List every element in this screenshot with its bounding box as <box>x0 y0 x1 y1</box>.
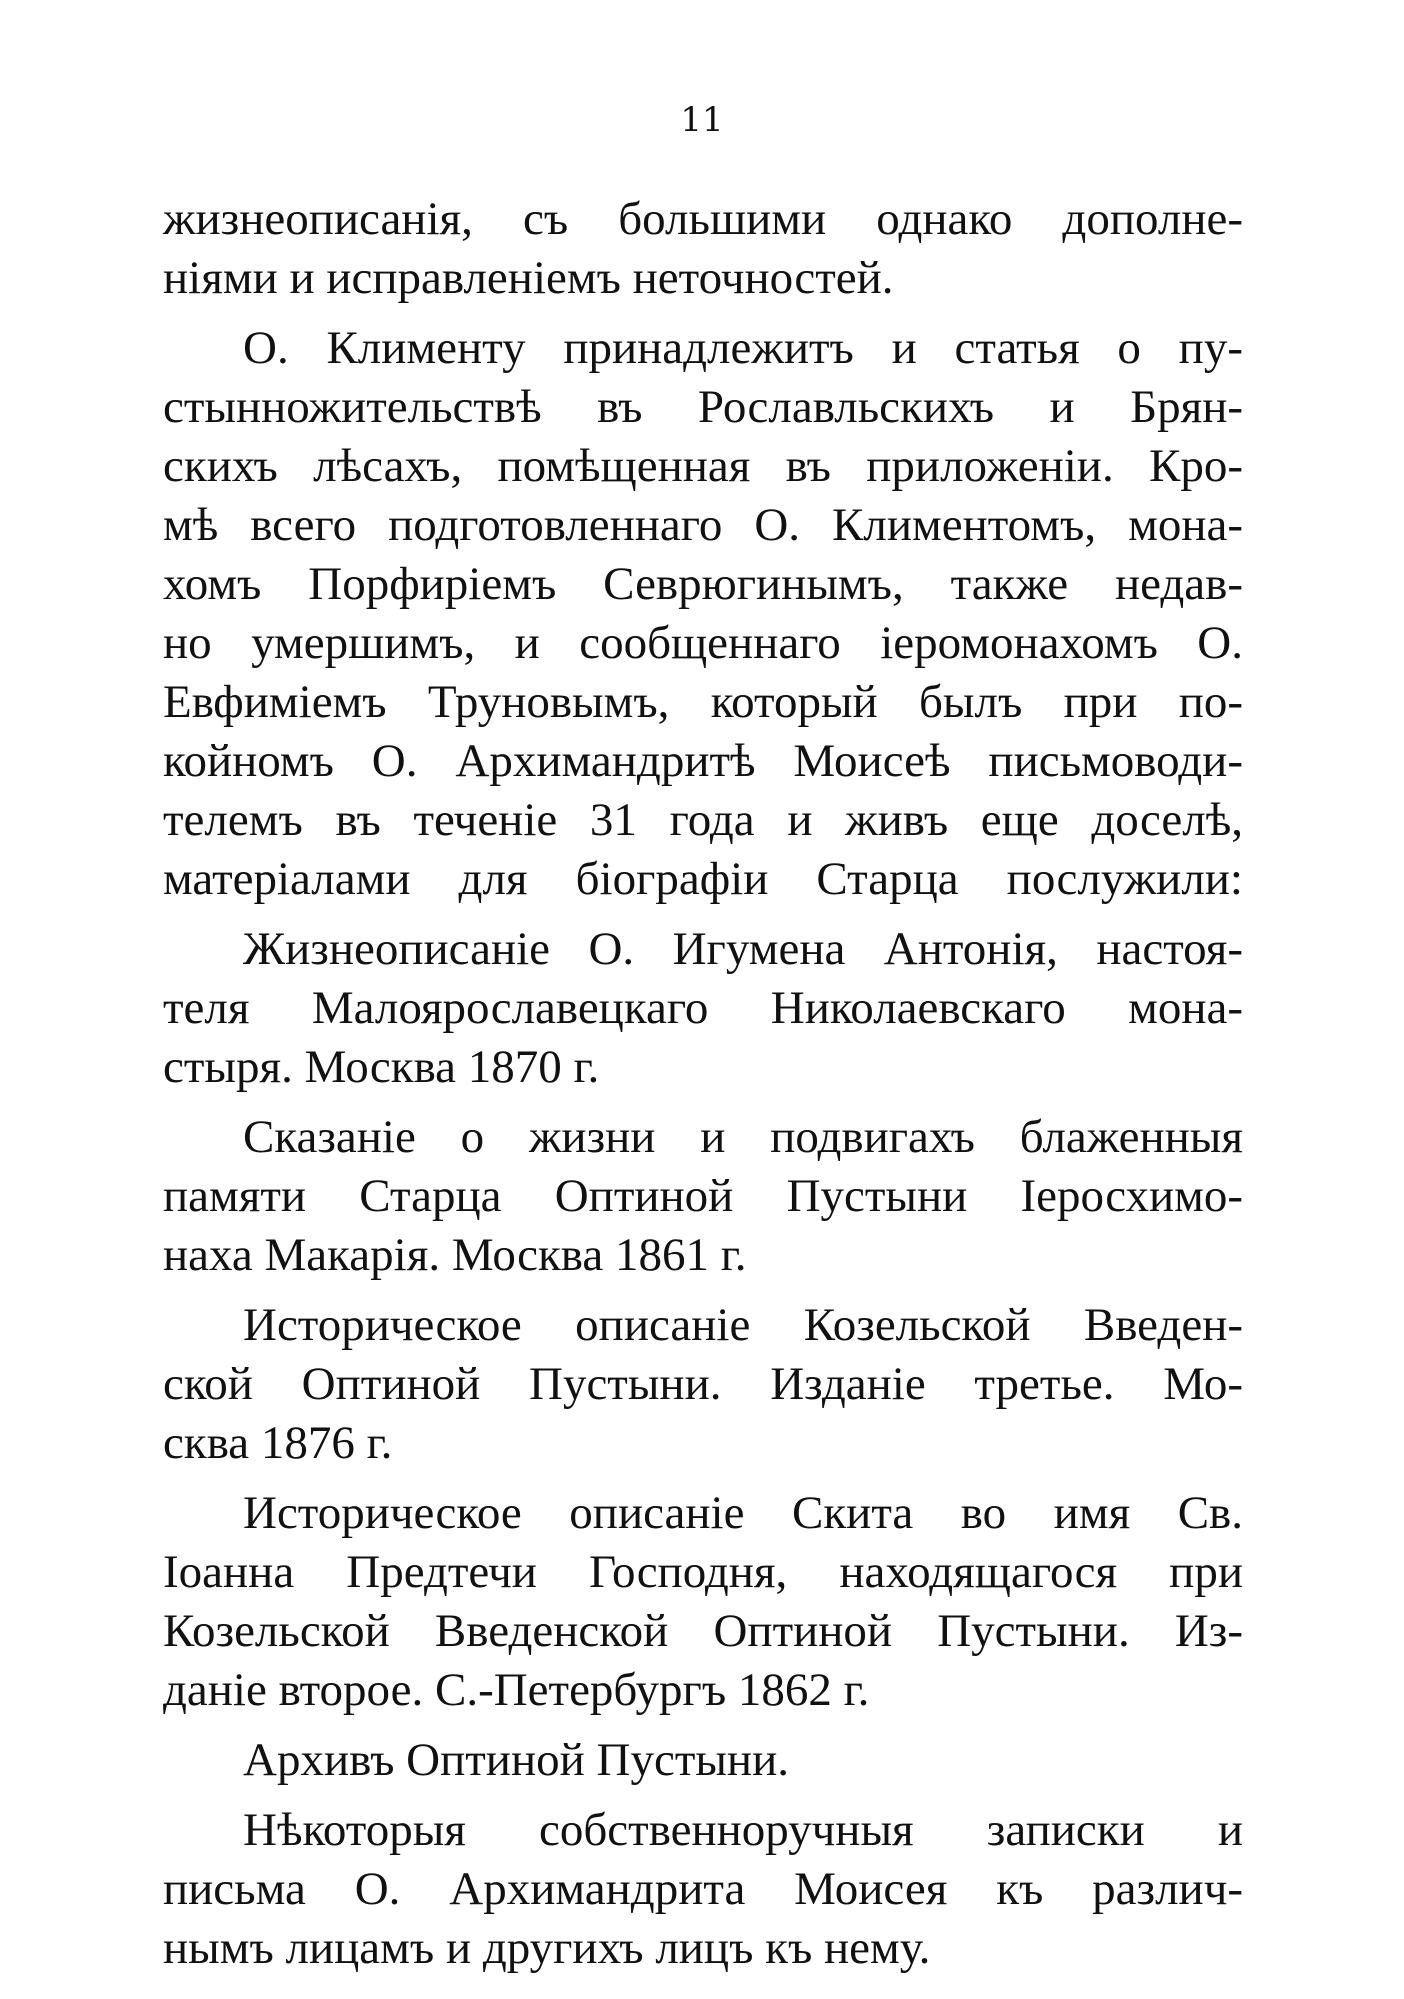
text-line: теля Малоярославецкаго Николаевскаго мона- <box>163 982 1243 1034</box>
text-line: Архивъ Оптиной Пустыни. <box>243 1734 789 1786</box>
text-line: Историческое описаніе Козельской Введен- <box>243 1299 1243 1351</box>
text-line: нымъ лицамъ и другихъ лицъ къ нему. <box>163 1922 931 1974</box>
text-line: Сказаніе о жизни и подвигахъ блаженныя <box>243 1111 1243 1163</box>
text-line: койномъ О. Архимандритѣ Моисеѣ письмоводи- <box>163 735 1243 787</box>
text-line: письма О. Архимандрита Моисея къ различ- <box>163 1863 1243 1915</box>
text-line: стынножительствѣ въ Рославльскихъ и Брян- <box>163 381 1243 433</box>
text-line: жизнеописанія, съ большими однако дополне- <box>163 193 1243 245</box>
source-entry-antony <box>163 920 1243 1097</box>
text-line: хомъ Порфиріемъ Севрюгинымъ, также недав- <box>163 558 1243 610</box>
paragraph-sources-intro <box>163 319 1243 909</box>
text-line: Козельской Введенской Оптиной Пустыни. Из- <box>163 1605 1243 1657</box>
text-line: мѣ всего подготовленнаго О. Климентомъ, мона- <box>163 499 1243 551</box>
text-line: телемъ въ теченіе 31 года и живъ еще доселѣ, <box>163 794 1243 846</box>
text-line: Жизнеописаніе О. Игумена Антонія, настоя- <box>243 923 1243 975</box>
text-line: Іоанна Предтечи Господня, находящагося при <box>163 1546 1243 1598</box>
text-line: ніями и исправленіемъ неточностей. <box>163 252 894 304</box>
page-number: 11 <box>680 100 724 140</box>
source-entry-skete-history <box>163 1484 1243 1720</box>
text-line: Историческое описаніе Скита во имя Св. <box>243 1487 1243 1539</box>
text-line: наха Макарія. Москва 1861 г. <box>163 1229 747 1281</box>
text-line: памяти Старца Оптиной Пустыни Іеросхимо- <box>163 1170 1243 1222</box>
text-line: даніе второе. С.-Петербургъ 1862 г. <box>163 1664 870 1716</box>
body-text <box>163 190 1243 1989</box>
source-entry-optina-history <box>163 1296 1243 1473</box>
text-line: сква 1876 г. <box>163 1417 393 1469</box>
text-line: скихъ лѣсахъ, помѣщенная въ приложеніи. Кро- <box>163 440 1243 492</box>
source-entry-archive <box>163 1731 1243 1790</box>
text-line: О. Клименту принадлежитъ и статья о пу- <box>243 322 1243 374</box>
text-line: ской Оптиной Пустыни. Изданіе третье. Мо- <box>163 1358 1243 1410</box>
text-line: Нѣкоторыя собственноручныя записки и <box>243 1804 1243 1856</box>
paragraph-biography-continuation <box>163 190 1243 308</box>
source-entry-letters <box>163 1801 1243 1978</box>
text-line: но умершимъ, и сообщеннаго іеромонахомъ О. <box>163 617 1243 669</box>
text-line: Евфиміемъ Труновымъ, который былъ при по- <box>163 676 1243 728</box>
source-entry-makary <box>163 1108 1243 1285</box>
text-line: стыря. Москва 1870 г. <box>163 1041 600 1093</box>
text-line: матеріалами для біографіи Старца послужили: <box>163 853 1243 905</box>
